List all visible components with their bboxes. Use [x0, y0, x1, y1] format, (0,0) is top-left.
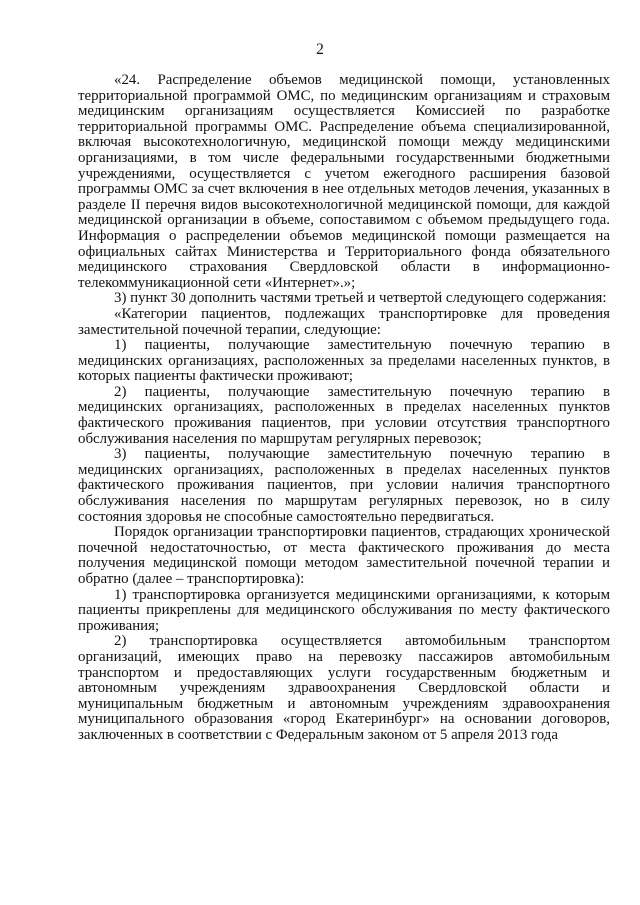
- document-body: [78, 73, 610, 744]
- paragraph-category-2: 2) пациенты, получающие заместительную почечную терапию в медицинских организациях, расположенных в пределах населенных пунктов фактического проживания пациентов, при условии отсутствия транспортного обслуживания населения по маршрутам регулярных перевозок;: [78, 383, 610, 447]
- paragraph-procedure-1: 1) транспортировка организуется медицинскими организациями, к которым пациенты прикреплены для медицинского обслуживания по месту фактического проживания;: [78, 586, 610, 634]
- paragraph-point-30-amendment: 3) пункт 30 дополнить частями третьей и четвертой следующего содержания:: [114, 290, 607, 307]
- paragraph-category-3: 3) пациенты, получающие заместительную почечную терапию в медицинских организациях, расположенных в пределах населенных пунктов фактического проживания пациентов, при условии наличия транспортного обслуживания населения по маршрутам регулярных перевозок, но в силу состояния здоровья не способные самостоятельно передвигаться.: [78, 446, 610, 525]
- paragraph-item-24: «24. Распределение объемов медицинской помощи, установленных территориальной программой ОМС, по медицинским организациям и страховым медицинским организациям осуществляется Комиссией по разработке территориальной программы ОМС. Распределение объема специализированной, включая высокотехнологичную, медицинской помощи между медицинскими организациями, в том числе федеральными государственными бюджетными учреждениями, осуществляется с учетом ежегодного расширения базовой программы ОМС за счет включения в нее отдельных методов лечения, указанных в разделе II перечня видов высокотехнологичной медицинской помощи, для каждой медицинской организации в объеме, сопоставимом с объемом предыдущего года. Информация о распределении объемов медицинской помощи размещается на официальных сайтах Министерства и Территориального фонда обязательного медицинского страхования Свердловской области в информационно-телекоммуникационной сети «Интернет».»;: [78, 72, 610, 291]
- paragraph-category-1: 1) пациенты, получающие заместительную почечную терапию в медицинских организациях, расположенных за пределами населенных пунктов, в которых пациенты фактически проживают;: [78, 337, 610, 385]
- paragraph-transport-procedure: Порядок организации транспортировки пациентов, страдающих хронической почечной недостаточностью, от места фактического проживания до места получения медицинской помощи методом заместительной почечной терапии и обратно (далее – транспортировка):: [78, 524, 610, 587]
- page-number: 2: [316, 41, 324, 58]
- paragraph-procedure-2: 2) транспортировка осуществляется автомобильным транспортом организаций, имеющих право на перевозку пассажиров автомобильным транспортом и предоставляющих услуги государственным бюджетным и автономным учреждениям здравоохранения Свердловской области и муниципальным бюджетным и автономным учреждениям здравоохранения муниципального образования «город Екатеринбург» на основании договоров, заключенных в соответствии с Федеральным законом от 5 апреля 2013 года: [78, 633, 610, 743]
- paragraph-patient-categories: «Категории пациентов, подлежащих транспортировке для проведения заместительной почечной терапии, следующие:: [78, 305, 610, 338]
